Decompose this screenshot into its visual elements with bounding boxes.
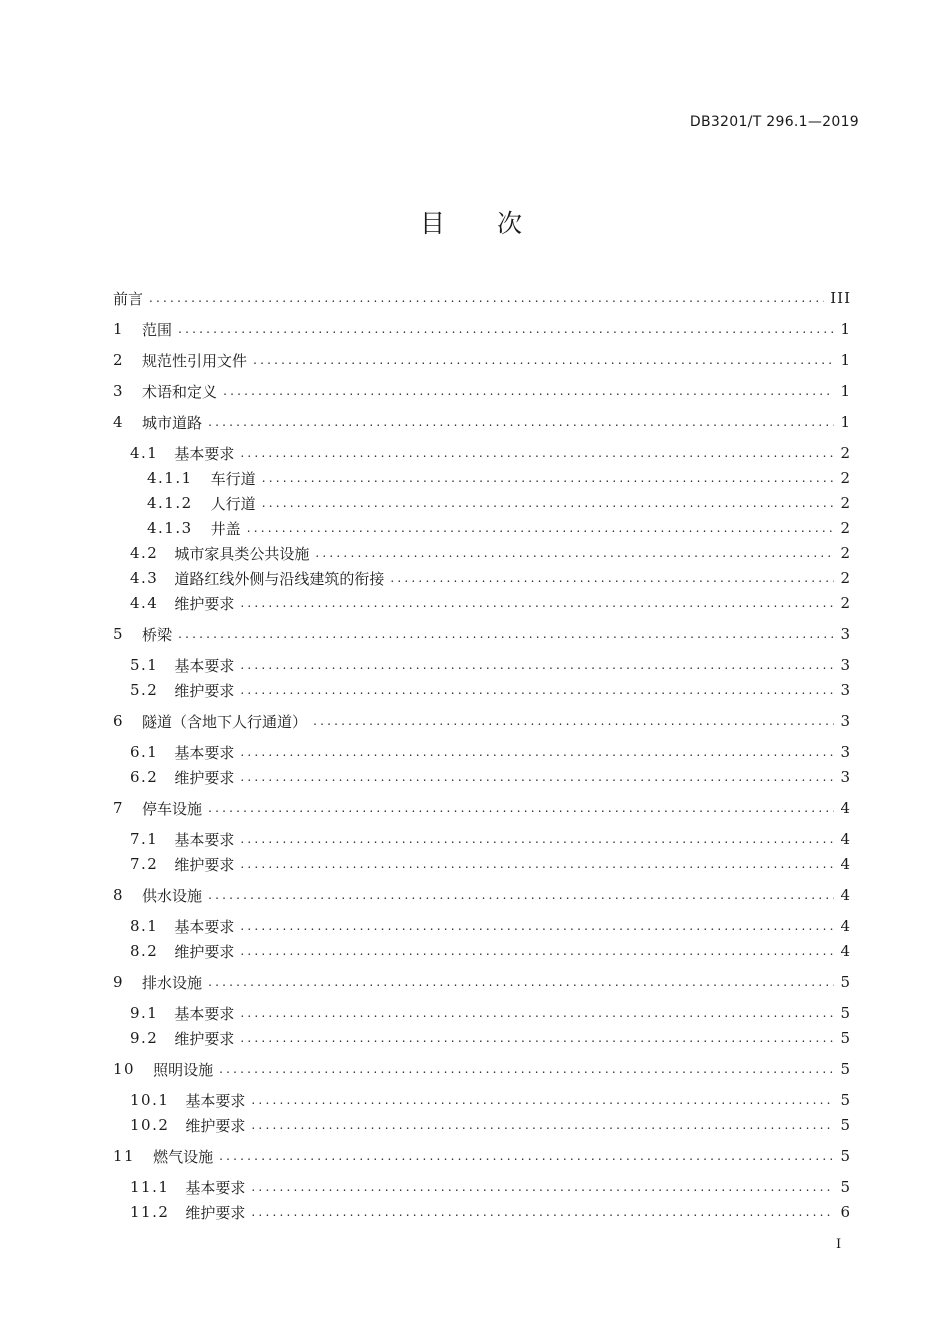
toc-entry-page: 3 bbox=[840, 712, 851, 730]
dot-leader bbox=[251, 1205, 834, 1219]
toc-entry-number: 3 bbox=[113, 382, 125, 400]
toc-entry-number: 6 bbox=[113, 712, 125, 730]
dot-leader bbox=[390, 571, 834, 585]
toc-entry-label: 城市家具类公共设施 bbox=[174, 544, 310, 563]
toc-entry-page: 5 bbox=[840, 1029, 851, 1047]
dot-leader bbox=[253, 353, 834, 367]
toc-entry-number: 8.1 bbox=[130, 917, 159, 935]
toc-entry[interactable] bbox=[113, 941, 851, 961]
dot-leader bbox=[178, 322, 834, 336]
dot-leader bbox=[208, 975, 834, 989]
toc-entry-number: 10 bbox=[113, 1060, 136, 1078]
toc-entry-number: 7.2 bbox=[130, 855, 159, 873]
toc-entry-number: 7.1 bbox=[130, 830, 159, 848]
toc-entry-label: 术语和定义 bbox=[142, 382, 218, 401]
toc-entry-label: 前言 bbox=[113, 289, 144, 308]
toc-entry-number: 10.1 bbox=[130, 1091, 170, 1109]
dot-leader bbox=[208, 888, 834, 902]
dot-leader bbox=[313, 714, 834, 728]
toc-entry-number: 1 bbox=[113, 320, 125, 338]
toc-entry-page: 5 bbox=[840, 1178, 851, 1196]
page-title: 目 次 bbox=[420, 209, 544, 238]
toc-entry[interactable] bbox=[113, 412, 851, 432]
dot-leader bbox=[262, 496, 835, 510]
toc-entry[interactable] bbox=[113, 829, 851, 849]
toc-entry-number: 5.2 bbox=[130, 681, 159, 699]
toc-entry[interactable] bbox=[113, 1115, 851, 1135]
toc-entry[interactable] bbox=[113, 1059, 851, 1079]
toc-entry-label: 基本要求 bbox=[174, 743, 235, 762]
toc-entry-page: 1 bbox=[840, 413, 851, 431]
toc-entry-number: 5 bbox=[113, 625, 125, 643]
dot-leader bbox=[240, 596, 834, 610]
toc-entry-number: 11.1 bbox=[130, 1178, 170, 1196]
page-number: I bbox=[836, 1237, 842, 1252]
toc-entry-number: 6.1 bbox=[130, 743, 159, 761]
toc-entry[interactable] bbox=[113, 711, 851, 731]
toc-entry-page: 2 bbox=[840, 544, 851, 562]
toc-entry-page: 3 bbox=[840, 656, 851, 674]
toc-entry[interactable] bbox=[113, 543, 851, 563]
toc-entry-label: 基本要求 bbox=[174, 656, 235, 675]
dot-leader bbox=[208, 801, 834, 815]
toc-entry-page: 5 bbox=[840, 1116, 851, 1134]
toc-entry[interactable] bbox=[113, 288, 851, 308]
toc-entry-label: 维护要求 bbox=[174, 768, 235, 787]
toc-entry[interactable] bbox=[113, 468, 851, 488]
toc-entry-label: 桥梁 bbox=[142, 625, 173, 644]
toc-entry-label: 维护要求 bbox=[174, 1029, 235, 1048]
toc-entry-number: 11 bbox=[113, 1147, 136, 1165]
toc-entry-number: 9.1 bbox=[130, 1004, 159, 1022]
dot-leader bbox=[208, 415, 834, 429]
dot-leader bbox=[223, 384, 834, 398]
toc-entry-number: 8 bbox=[113, 886, 125, 904]
toc-entry[interactable] bbox=[113, 381, 851, 401]
toc-entry[interactable] bbox=[113, 1177, 851, 1197]
toc-entry-label: 隧道（含地下人行通道） bbox=[142, 712, 308, 731]
toc-entry[interactable] bbox=[113, 655, 851, 675]
toc-entry[interactable] bbox=[113, 680, 851, 700]
toc-entry[interactable] bbox=[113, 1090, 851, 1110]
toc-entry-label: 维护要求 bbox=[174, 855, 235, 874]
toc-entry-page: 4 bbox=[840, 799, 851, 817]
dot-leader bbox=[219, 1062, 834, 1076]
dot-leader bbox=[240, 944, 834, 958]
toc-entry-number: 7 bbox=[113, 799, 125, 817]
toc-entry-number: 4 bbox=[113, 413, 125, 431]
toc-entry-page: 2 bbox=[840, 519, 851, 537]
toc-entry-page: 4 bbox=[840, 830, 851, 848]
toc-entry-label: 维护要求 bbox=[185, 1116, 246, 1135]
toc-entry-page: 1 bbox=[840, 382, 851, 400]
toc-entry-number: 2 bbox=[113, 351, 125, 369]
toc-entry-label: 供水设施 bbox=[142, 886, 203, 905]
dot-leader bbox=[240, 919, 834, 933]
dot-leader bbox=[240, 1006, 834, 1020]
toc-entry-number: 5.1 bbox=[130, 656, 159, 674]
dot-leader bbox=[219, 1149, 834, 1163]
toc-entry[interactable] bbox=[113, 885, 851, 905]
toc-entry-label: 人行道 bbox=[210, 494, 256, 513]
toc-entry-number: 9.2 bbox=[130, 1029, 159, 1047]
dot-leader bbox=[251, 1118, 834, 1132]
toc-entry-label: 规范性引用文件 bbox=[142, 351, 248, 370]
toc-entry-label: 停车设施 bbox=[142, 799, 203, 818]
dot-leader bbox=[262, 471, 835, 485]
toc-entry[interactable] bbox=[113, 493, 851, 513]
toc-entry-number: 11.2 bbox=[130, 1203, 170, 1221]
toc-entry[interactable] bbox=[113, 350, 851, 370]
toc-entry[interactable] bbox=[113, 1028, 851, 1048]
toc-entry-label: 维护要求 bbox=[174, 594, 235, 613]
toc-entry-label: 道路红线外侧与沿线建筑的衔接 bbox=[174, 569, 385, 588]
toc-entry-number: 4.1.3 bbox=[147, 519, 193, 537]
toc-entry-page: 6 bbox=[840, 1203, 851, 1221]
toc-entry-label: 基本要求 bbox=[174, 917, 235, 936]
toc-entry[interactable] bbox=[113, 767, 851, 787]
dot-leader bbox=[178, 627, 834, 641]
toc-entry-page: 5 bbox=[840, 1091, 851, 1109]
toc-entry[interactable] bbox=[113, 624, 851, 644]
document-code: DB3201/T 296.1—2019 bbox=[689, 114, 859, 130]
toc-entry-page: 4 bbox=[840, 942, 851, 960]
toc-entry-label: 排水设施 bbox=[142, 973, 203, 992]
dot-leader bbox=[247, 521, 835, 535]
toc-entry-page: 2 bbox=[840, 569, 851, 587]
dot-leader bbox=[240, 683, 834, 697]
toc-entry-label: 基本要求 bbox=[174, 444, 235, 463]
toc-entry-page: 5 bbox=[840, 973, 851, 991]
toc-entry[interactable] bbox=[113, 742, 851, 762]
toc-entry[interactable] bbox=[113, 1003, 851, 1023]
dot-leader bbox=[240, 745, 834, 759]
toc-entry-number: 9 bbox=[113, 973, 125, 991]
dot-leader bbox=[240, 658, 834, 672]
toc-entry-number: 4.1.2 bbox=[147, 494, 193, 512]
dot-leader bbox=[251, 1180, 834, 1194]
toc-entry[interactable] bbox=[113, 916, 851, 936]
toc-entry-number: 4.1.1 bbox=[147, 469, 193, 487]
toc-entry-number: 8.2 bbox=[130, 942, 159, 960]
toc-entry-page: 1 bbox=[840, 351, 851, 369]
toc-entry-number: 10.2 bbox=[130, 1116, 170, 1134]
toc-entry-page: 3 bbox=[840, 743, 851, 761]
dot-leader bbox=[240, 770, 834, 784]
dot-leader bbox=[240, 446, 834, 460]
toc-entry-label: 维护要求 bbox=[174, 942, 235, 961]
toc-entry-label: 基本要求 bbox=[185, 1178, 246, 1197]
dot-leader bbox=[149, 291, 824, 305]
toc-entry-label: 井盖 bbox=[210, 519, 241, 538]
dot-leader bbox=[240, 857, 834, 871]
toc-entry[interactable] bbox=[113, 798, 851, 818]
toc-entry-page: 5 bbox=[840, 1004, 851, 1022]
toc-entry[interactable] bbox=[113, 854, 851, 874]
toc-entry-label: 维护要求 bbox=[174, 681, 235, 700]
toc-entry-label: 基本要求 bbox=[185, 1091, 246, 1110]
toc-entry-number: 4.4 bbox=[130, 594, 159, 612]
toc-entry[interactable] bbox=[113, 443, 851, 463]
toc-entry[interactable] bbox=[113, 518, 851, 538]
toc-entry[interactable] bbox=[113, 568, 851, 588]
toc-entry[interactable] bbox=[113, 972, 851, 992]
toc-entry-label: 车行道 bbox=[210, 469, 256, 488]
toc-entry-page: 4 bbox=[840, 917, 851, 935]
toc-entry[interactable] bbox=[113, 593, 851, 613]
toc-entry-label: 城市道路 bbox=[142, 413, 203, 432]
toc-entry-page: 1 bbox=[840, 320, 851, 338]
toc-entry-page: III bbox=[830, 289, 851, 307]
toc-entry-page: 2 bbox=[840, 469, 851, 487]
toc-entry-label: 基本要求 bbox=[174, 830, 235, 849]
toc-entry-label: 照明设施 bbox=[153, 1060, 214, 1079]
toc-entry-page: 2 bbox=[840, 594, 851, 612]
toc-entry-page: 2 bbox=[840, 494, 851, 512]
toc-entry-page: 5 bbox=[840, 1060, 851, 1078]
toc-entry-number: 4.3 bbox=[130, 569, 159, 587]
toc-entry-page: 3 bbox=[840, 625, 851, 643]
toc-entry-number: 4.2 bbox=[130, 544, 159, 562]
toc-entry-page: 4 bbox=[840, 886, 851, 904]
toc-entry-page: 3 bbox=[840, 768, 851, 786]
toc-entry-page: 5 bbox=[840, 1147, 851, 1165]
toc-entry-label: 燃气设施 bbox=[153, 1147, 214, 1166]
toc-entry-label: 基本要求 bbox=[174, 1004, 235, 1023]
toc-entry-number: 6.2 bbox=[130, 768, 159, 786]
toc-entry-page: 4 bbox=[840, 855, 851, 873]
toc-entry-number: 4.1 bbox=[130, 444, 159, 462]
dot-leader bbox=[251, 1093, 834, 1107]
toc-entry-page: 3 bbox=[840, 681, 851, 699]
dot-leader bbox=[240, 1031, 834, 1045]
toc-entry[interactable] bbox=[113, 1146, 851, 1166]
dot-leader bbox=[315, 546, 834, 560]
toc-entry-label: 范围 bbox=[142, 320, 173, 339]
toc-entry-page: 2 bbox=[840, 444, 851, 462]
dot-leader bbox=[240, 832, 834, 846]
toc-entry-label: 维护要求 bbox=[185, 1203, 246, 1222]
toc-entry[interactable] bbox=[113, 319, 851, 339]
toc-entry[interactable] bbox=[113, 1202, 851, 1222]
